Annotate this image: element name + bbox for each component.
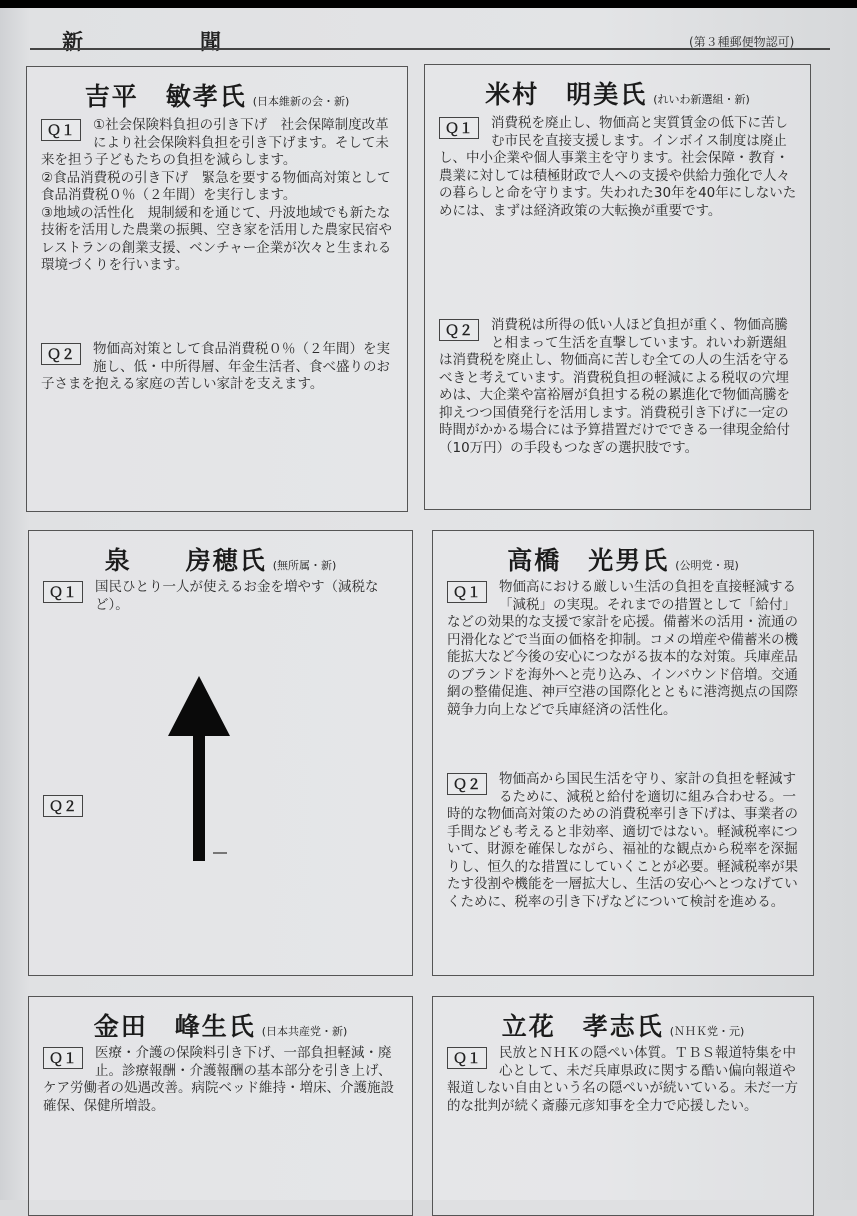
answer-paragraph: 物価高対策として食品消費税０％（２年間）を実施し、低・中所得層、年金生活者、食べ盛りのお子さまを抱える家庭の苦しい家計を支えます。 <box>41 341 390 392</box>
stray-dash-mark <box>213 852 227 854</box>
answer-q1 <box>41 117 397 275</box>
up-arrow-icon <box>168 676 230 861</box>
answer-paragraph: 国民ひとり一人が使えるお金を増やす（減税など）。 <box>95 579 379 613</box>
answer-q1 <box>43 1045 402 1115</box>
answer-paragraph: 民放とＮＨＫの隠ぺい体質。ＴＢＳ報道特集を中心として、未だ兵庫県政に関する酷い偏向報道や報道しない自由という名の隠ぺいが続いている。未だ一方的な批判が続く斎藤元彦知事を全力で応援したい。 <box>447 1045 798 1114</box>
answer-paragraph: 医療・介護の保険料引き下げ、一部負担軽減・廃止。診療報酬・介護報酬の基本部分を引き上げ、ケア労働者の処遇改善。病院ベッド維持・増床、介護施設確保、保健所増設。 <box>43 1045 394 1114</box>
header-rule <box>30 48 830 50</box>
q1-label: Ｑ１ <box>439 117 479 139</box>
q2-label: Ｑ２ <box>43 795 83 817</box>
answer-paragraph: 物価高における厳しい生活の負担を直接軽減する「減税」の実現。それまでの措置として「給付」などの効果的な支援で家計を応援。備蓄米の活用・流通の円滑化などで当面の価格を抑制。コメの増産や備蓄米の機能拡大など今後の安心につながる抜本的な対策。兵庫産品のブランドを海外へと売り込み、インバウンド倍増。交通網の整備促進、神戸空港の国際化とともに港湾拠点の国際競争力向上などで兵庫経済の活性化。 <box>447 579 798 718</box>
answer-q1 <box>43 579 402 614</box>
candidate-box-yonemura <box>424 64 811 510</box>
answer-paragraph: ②食品消費税の引き下げ 緊急を要する物価高対策として食品消費税０％（２年間）を実行します。 <box>41 169 391 203</box>
candidate-party: (日本維新の会・新) <box>252 95 350 108</box>
answer-q1 <box>447 579 803 719</box>
q2-label: Ｑ２ <box>41 343 81 365</box>
candidate-heading <box>27 77 407 113</box>
candidate-name: 米村 明美氏 <box>485 80 648 109</box>
answer-q1 <box>439 115 800 220</box>
q2-label: Ｑ２ <box>447 773 487 795</box>
q1-label: Ｑ１ <box>447 581 487 603</box>
q1-label: Ｑ１ <box>43 1047 83 1069</box>
candidate-party: (日本共産党・新) <box>261 1025 348 1038</box>
candidate-heading <box>29 1007 412 1043</box>
answer-paragraph: 消費税は所得の低い人ほど負担が重く、物価高騰と相まって生活を直撃しています。れいわ新選組は消費税を廃止し、物価高に苦しむ全ての人の生活を守るべきと考えています。消費税負担の軽減による税収の穴埋めは、大企業や富裕層が負担する税の累進化で物価高騰を抑えつつ国債発行を活用します。消費税引き下げに一定の時間がかかる場合には予算措置だけでできる一律現金給付（10万円）の手段もつなぎの選択肢です。 <box>439 317 790 456</box>
postal-permit-note: (第３種郵便物認可) <box>689 35 795 49</box>
q2-label: Ｑ２ <box>439 319 479 341</box>
answer-paragraph: ①社会保険料負担の引き下げ 社会保障制度改革により社会保険料負担を引き下げます。そして未来を担う子どもたちの負担を減らします。 <box>41 117 389 168</box>
q1-label: Ｑ１ <box>41 119 81 141</box>
candidate-heading <box>433 1007 813 1043</box>
candidate-heading <box>425 75 810 111</box>
candidate-party: (ＮＨＫ党・元) <box>669 1025 745 1038</box>
candidate-heading <box>433 541 813 577</box>
answer-q2 <box>41 341 397 394</box>
newspaper-title: 新 聞 <box>62 29 269 54</box>
candidate-heading <box>29 541 412 577</box>
candidate-name: 金田 峰生氏 <box>93 1012 256 1041</box>
answer-q2 <box>439 317 800 457</box>
candidate-party: (無所属・新) <box>272 559 337 572</box>
q1-label: Ｑ１ <box>43 581 83 603</box>
candidate-name: 立花 孝志氏 <box>501 1012 664 1041</box>
candidate-box-takahashi <box>432 530 814 976</box>
candidate-name: 吉平 敏孝氏 <box>84 82 247 111</box>
candidate-name: 高橋 光男氏 <box>507 546 670 575</box>
q1-label: Ｑ１ <box>447 1047 487 1069</box>
answer-q1 <box>447 1045 803 1115</box>
top-dark-edge <box>0 0 857 8</box>
candidate-name: 泉 房穂氏 <box>104 546 267 575</box>
answer-paragraph: 物価高から国民生活を守り、家計の負担を軽減するために、減税と給付を適切に組み合わせる。一時的な物価高対策のための消費税率引き下げは、事業者の手間なども考えると非効率、適切ではない。軽減税率について、財源を確保しながら、福祉的な観点から税率を深掘りし、恒久的な措置にしていくことが必要。軽減税率が果たす役割や機能を一層拡大し、生活の安心へとつなげていくために、税率の引き下げなどについて検討を進める。 <box>447 771 798 910</box>
candidate-party: (公明党・現) <box>675 559 739 572</box>
candidate-party: (れいわ新選組・新) <box>653 93 750 106</box>
answer-q2 <box>447 771 803 911</box>
candidate-box-kaneda <box>28 996 413 1216</box>
answer-paragraph: ③地域の活性化 規制緩和を通じて、丹波地域でも新たな技術を活用した農業の振興、空き家を活用した農家民宿やレストランの創業支援、ベンチャー企業が次々と生まれる環境づくりを行います。 <box>41 204 392 273</box>
answer-paragraph: 消費税を廃止し、物価高と実質賃金の低下に苦しむ市民を直接支援します。インボイス制度は廃止し、中小企業や個人事業主を守ります。社会保障・教育・農業に対しては積極財政で人への支援や供給力強化で人々の暮らしと命を守ります。失われた30年を40年にしないためには、まずは経済政策の大転換が重要です。 <box>439 115 797 219</box>
candidate-box-tachibana <box>432 996 814 1216</box>
candidate-box-yoshihira <box>26 66 408 512</box>
